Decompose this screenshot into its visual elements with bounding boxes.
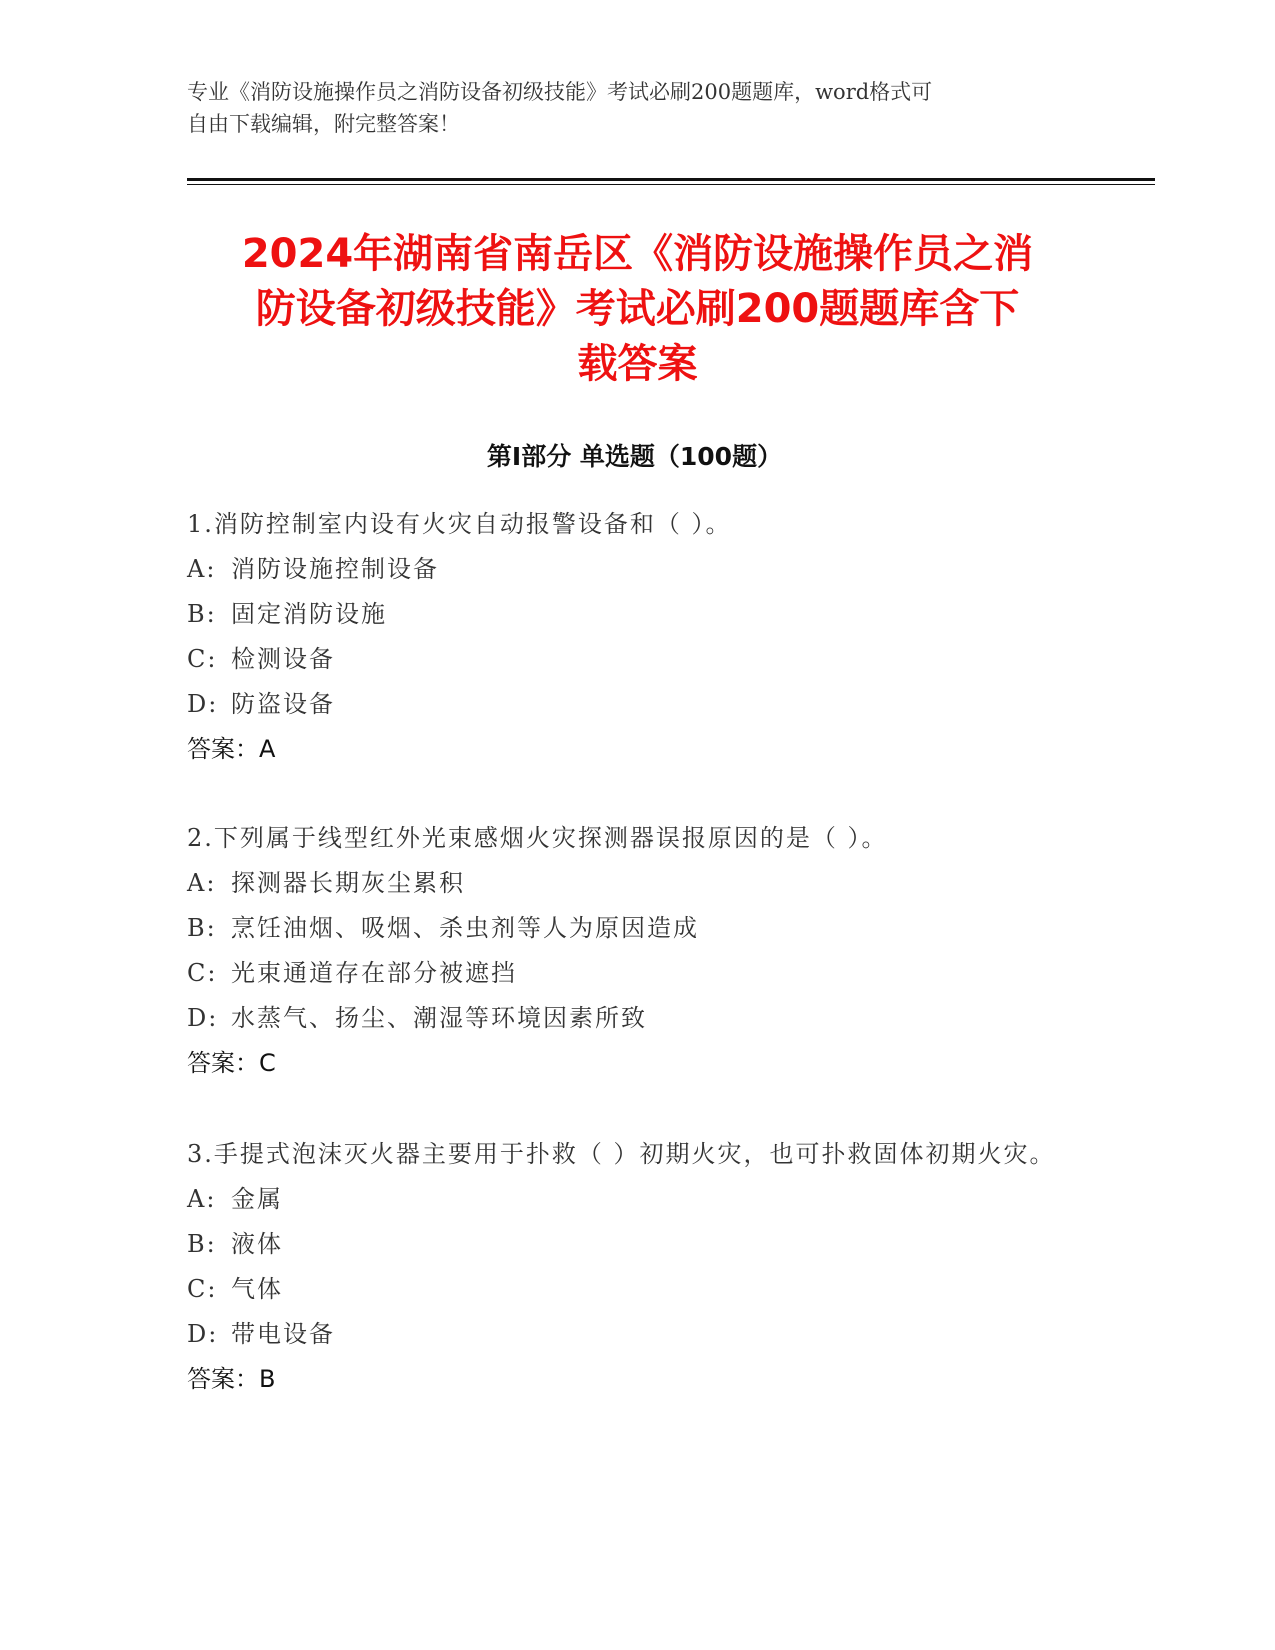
header-divider-thick bbox=[187, 178, 1155, 181]
option-a bbox=[187, 1177, 1057, 1222]
header-note-line-2: 自由下载编辑，附完整答案！ bbox=[187, 112, 460, 136]
option-a bbox=[187, 547, 1057, 592]
header-note bbox=[187, 76, 1067, 140]
option-c bbox=[187, 951, 1057, 996]
option-c bbox=[187, 1267, 1057, 1312]
option-letter: B: bbox=[187, 600, 217, 628]
option-text: 防盗设备 bbox=[231, 690, 335, 718]
answer-line: 答案：C bbox=[187, 1049, 276, 1077]
document-title bbox=[190, 227, 1085, 392]
option-letter: B: bbox=[187, 1230, 217, 1258]
answer-line: 答案：B bbox=[187, 1365, 276, 1393]
option-letter: C: bbox=[187, 1275, 218, 1303]
option-letter: B: bbox=[187, 914, 217, 942]
option-text: 烹饪油烟、吸烟、杀虫剂等人为原因造成 bbox=[231, 914, 699, 942]
option-d bbox=[187, 682, 1057, 727]
question-text: 1.消防控制室内设有火灾自动报警设备和（ ）。 bbox=[187, 510, 732, 538]
question-text: 2.下列属于线型红外光束感烟火灾探测器误报原因的是（ ）。 bbox=[187, 824, 888, 852]
option-c bbox=[187, 637, 1057, 682]
option-text: 探测器长期灰尘累积 bbox=[231, 869, 465, 897]
answer-line: 答案：A bbox=[187, 735, 276, 763]
option-text: 光束通道存在部分被遮挡 bbox=[231, 959, 517, 987]
document-title-line-3: 载答案 bbox=[577, 341, 698, 387]
option-text: 消防设施控制设备 bbox=[231, 555, 439, 583]
option-letter: C: bbox=[187, 959, 218, 987]
option-d bbox=[187, 1312, 1057, 1357]
option-text: 金属 bbox=[231, 1185, 283, 1213]
question-2 bbox=[187, 816, 1057, 1086]
option-text: 气体 bbox=[231, 1275, 283, 1303]
question-text: 3.手提式泡沫灭火器主要用于扑救（ ）初期火灾，也可扑救固体初期火灾。 bbox=[187, 1140, 1056, 1168]
option-letter: A: bbox=[187, 555, 217, 583]
option-d bbox=[187, 996, 1057, 1041]
section-heading: 第I部分 单选题（100题） bbox=[486, 442, 783, 471]
option-text: 水蒸气、扬尘、潮湿等环境因素所致 bbox=[231, 1004, 647, 1032]
option-text: 带电设备 bbox=[231, 1320, 335, 1348]
document-title-line-1: 2024年湖南省南岳区《消防设施操作员之消 bbox=[241, 231, 1034, 277]
option-letter: C: bbox=[187, 645, 218, 673]
header-note-line-1: 专业《消防设施操作员之消防设备初级技能》考试必刷200题题库，word格式可 bbox=[187, 80, 933, 104]
option-letter: A: bbox=[187, 1185, 217, 1213]
question-1 bbox=[187, 502, 1057, 772]
document-title-line-2: 防设备初级技能》考试必刷200题题库含下 bbox=[255, 286, 1020, 332]
option-letter: D: bbox=[187, 690, 219, 718]
option-text: 检测设备 bbox=[231, 645, 335, 673]
option-text: 液体 bbox=[231, 1230, 283, 1258]
question-3 bbox=[187, 1132, 1057, 1402]
option-letter: A: bbox=[187, 869, 217, 897]
option-text: 固定消防设施 bbox=[231, 600, 387, 628]
option-b bbox=[187, 592, 1057, 637]
option-letter: D: bbox=[187, 1320, 219, 1348]
option-b bbox=[187, 1222, 1057, 1267]
header-divider-thin bbox=[187, 184, 1155, 185]
option-letter: D: bbox=[187, 1004, 219, 1032]
option-a bbox=[187, 861, 1057, 906]
option-b bbox=[187, 906, 1057, 951]
